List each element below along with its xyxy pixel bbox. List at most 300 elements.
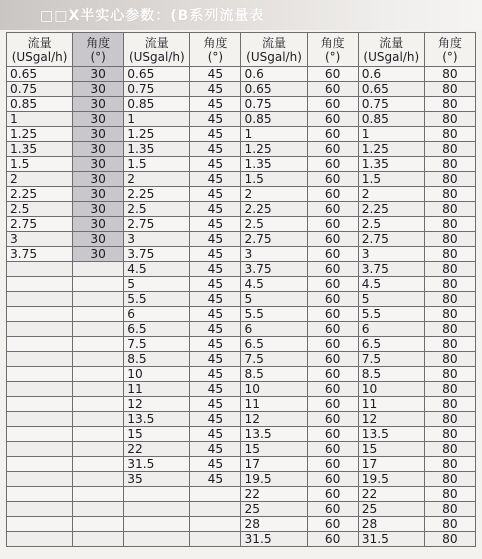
- flow-cell: 11: [124, 382, 190, 397]
- flow-cell: 6.5: [241, 337, 307, 352]
- flow-cell: 0.75: [358, 97, 424, 112]
- angle-cell: 60: [307, 127, 358, 142]
- angle-cell: 60: [307, 322, 358, 337]
- angle-cell: [73, 412, 124, 427]
- angle-cell: 45: [190, 157, 241, 172]
- flow-cell: 2: [7, 172, 73, 187]
- flow-cell: [7, 352, 73, 367]
- angle-cell: 45: [190, 367, 241, 382]
- flow-cell: 2: [124, 172, 190, 187]
- angle-cell: 80: [424, 427, 475, 442]
- flow-cell: 5.5: [358, 307, 424, 322]
- flow-cell: 1.35: [241, 157, 307, 172]
- angle-cell: 80: [424, 457, 475, 472]
- flow-cell: 0.6: [358, 67, 424, 82]
- angle-cell: 60: [307, 412, 358, 427]
- flow-cell: 5: [241, 292, 307, 307]
- flow-cell: [124, 502, 190, 517]
- table-row: [7, 127, 476, 142]
- angle-cell: 80: [424, 247, 475, 262]
- table-row: [7, 187, 476, 202]
- flow-cell: 5.5: [241, 307, 307, 322]
- flow-cell: 8.5: [124, 352, 190, 367]
- table-row: [7, 412, 476, 427]
- table-row: [7, 247, 476, 262]
- table-row: [7, 442, 476, 457]
- flow-cell: [7, 292, 73, 307]
- angle-cell: 30: [73, 97, 124, 112]
- table-row: [7, 97, 476, 112]
- flow-cell: 1.35: [358, 157, 424, 172]
- angle-cell: 45: [190, 412, 241, 427]
- flow-cell: 12: [124, 397, 190, 412]
- flow-cell: 6: [241, 322, 307, 337]
- table-row: [7, 457, 476, 472]
- angle-cell: 45: [190, 292, 241, 307]
- flow-cell: 11: [241, 397, 307, 412]
- angle-cell: [190, 487, 241, 502]
- flow-cell: 15: [241, 442, 307, 457]
- flow-cell: 2.75: [124, 217, 190, 232]
- angle-cell: [73, 397, 124, 412]
- table-row: [7, 112, 476, 127]
- angle-cell: 60: [307, 82, 358, 97]
- table-row: [7, 277, 476, 292]
- header-angle-1: 角度 (°): [73, 33, 124, 67]
- flow-cell: 8.5: [241, 367, 307, 382]
- flow-cell: 10: [241, 382, 307, 397]
- flow-cell: 0.85: [7, 97, 73, 112]
- angle-cell: [73, 307, 124, 322]
- angle-cell: 80: [424, 502, 475, 517]
- flow-cell: 2.25: [241, 202, 307, 217]
- angle-cell: 80: [424, 472, 475, 487]
- table-row: [7, 67, 476, 82]
- header-flow-4: 流量 (USgal/h): [358, 33, 424, 67]
- flow-cell: [7, 397, 73, 412]
- flow-cell: 1.35: [124, 142, 190, 157]
- flow-cell: [7, 367, 73, 382]
- angle-cell: 80: [424, 97, 475, 112]
- angle-cell: 45: [190, 127, 241, 142]
- flow-cell: 2.25: [358, 202, 424, 217]
- flow-cell: 1.25: [7, 127, 73, 142]
- angle-cell: 45: [190, 397, 241, 412]
- angle-cell: 45: [190, 307, 241, 322]
- flow-cell: 13.5: [358, 427, 424, 442]
- angle-cell: 45: [190, 337, 241, 352]
- flow-cell: 17: [241, 457, 307, 472]
- flow-cell: 13.5: [124, 412, 190, 427]
- flow-cell: 13.5: [241, 427, 307, 442]
- flow-cell: 2.5: [7, 202, 73, 217]
- angle-cell: 80: [424, 352, 475, 367]
- angle-cell: 60: [307, 232, 358, 247]
- angle-cell: 45: [190, 217, 241, 232]
- table-row: [7, 217, 476, 232]
- flow-cell: 4.5: [241, 277, 307, 292]
- flow-cell: 1.5: [7, 157, 73, 172]
- angle-cell: 45: [190, 322, 241, 337]
- flow-cell: [7, 532, 73, 547]
- header-row: [7, 33, 476, 67]
- flow-cell: 17: [358, 457, 424, 472]
- angle-cell: 30: [73, 142, 124, 157]
- flow-cell: 0.65: [7, 67, 73, 82]
- flow-cell: 1.5: [358, 172, 424, 187]
- angle-cell: 45: [190, 97, 241, 112]
- angle-cell: 80: [424, 67, 475, 82]
- flow-cell: 2.5: [241, 217, 307, 232]
- angle-cell: 80: [424, 442, 475, 457]
- angle-cell: 45: [190, 457, 241, 472]
- flow-cell: 15: [124, 427, 190, 442]
- flow-cell: 25: [358, 502, 424, 517]
- angle-cell: 60: [307, 352, 358, 367]
- flow-cell: 5: [358, 292, 424, 307]
- angle-cell: [73, 502, 124, 517]
- angle-cell: 60: [307, 112, 358, 127]
- flow-cell: 11: [358, 397, 424, 412]
- angle-cell: [73, 427, 124, 442]
- angle-cell: 60: [307, 157, 358, 172]
- angle-cell: 45: [190, 352, 241, 367]
- table-row: [7, 427, 476, 442]
- flow-cell: 0.75: [124, 82, 190, 97]
- flow-cell: 0.85: [358, 112, 424, 127]
- angle-cell: [73, 337, 124, 352]
- flow-cell: [7, 472, 73, 487]
- angle-cell: 80: [424, 112, 475, 127]
- flow-cell: 1.25: [358, 142, 424, 157]
- angle-cell: 30: [73, 157, 124, 172]
- title-bar: [0, 0, 482, 30]
- angle-cell: [73, 457, 124, 472]
- flow-rate-table: [6, 32, 476, 547]
- flow-cell: 0.65: [124, 67, 190, 82]
- table-row: [7, 232, 476, 247]
- angle-cell: 30: [73, 67, 124, 82]
- flow-cell: 12: [358, 412, 424, 427]
- angle-cell: [73, 472, 124, 487]
- flow-cell: 1.5: [124, 157, 190, 172]
- angle-cell: [73, 517, 124, 532]
- flow-cell: 2: [241, 187, 307, 202]
- flow-cell: 3: [358, 247, 424, 262]
- flow-cell: 4.5: [358, 277, 424, 292]
- angle-cell: 30: [73, 187, 124, 202]
- flow-cell: 2.75: [7, 217, 73, 232]
- angle-cell: 60: [307, 67, 358, 82]
- angle-cell: 80: [424, 142, 475, 157]
- flow-cell: 6.5: [358, 337, 424, 352]
- angle-cell: [73, 322, 124, 337]
- flow-cell: [124, 517, 190, 532]
- header-angle-3: 角度 (°): [307, 33, 358, 67]
- angle-cell: 45: [190, 277, 241, 292]
- angle-cell: 80: [424, 292, 475, 307]
- angle-cell: 80: [424, 487, 475, 502]
- angle-cell: 60: [307, 217, 358, 232]
- flow-cell: 22: [241, 487, 307, 502]
- flow-cell: 1: [358, 127, 424, 142]
- flow-cell: [7, 412, 73, 427]
- flow-cell: 6: [124, 307, 190, 322]
- flow-cell: 25: [241, 502, 307, 517]
- flow-cell: 28: [241, 517, 307, 532]
- table-row: [7, 472, 476, 487]
- flow-cell: 7.5: [241, 352, 307, 367]
- angle-cell: 60: [307, 337, 358, 352]
- angle-cell: 45: [190, 382, 241, 397]
- angle-cell: 80: [424, 157, 475, 172]
- angle-cell: 45: [190, 247, 241, 262]
- angle-cell: 30: [73, 202, 124, 217]
- flow-cell: [7, 382, 73, 397]
- angle-cell: 80: [424, 517, 475, 532]
- angle-cell: 60: [307, 487, 358, 502]
- angle-cell: 30: [73, 247, 124, 262]
- table-row: [7, 337, 476, 352]
- flow-cell: 5.5: [124, 292, 190, 307]
- angle-cell: 60: [307, 262, 358, 277]
- table-row: [7, 172, 476, 187]
- angle-cell: 60: [307, 247, 358, 262]
- angle-cell: 80: [424, 307, 475, 322]
- flow-cell: [7, 517, 73, 532]
- flow-cell: 0.75: [241, 97, 307, 112]
- angle-cell: 80: [424, 187, 475, 202]
- angle-cell: [190, 502, 241, 517]
- flow-cell: 6.5: [124, 322, 190, 337]
- flow-cell: 2.5: [124, 202, 190, 217]
- flow-cell: 2.25: [7, 187, 73, 202]
- flow-cell: [7, 442, 73, 457]
- table-row: [7, 382, 476, 397]
- flow-cell: 5: [124, 277, 190, 292]
- angle-cell: 45: [190, 82, 241, 97]
- angle-cell: 45: [190, 427, 241, 442]
- flow-cell: [7, 307, 73, 322]
- flow-cell: 31.5: [241, 532, 307, 547]
- angle-cell: 60: [307, 292, 358, 307]
- angle-cell: [73, 277, 124, 292]
- angle-cell: 60: [307, 277, 358, 292]
- table-row: [7, 487, 476, 502]
- angle-cell: 60: [307, 367, 358, 382]
- flow-cell: 12: [241, 412, 307, 427]
- angle-cell: 60: [307, 517, 358, 532]
- angle-cell: 80: [424, 262, 475, 277]
- header-angle-4: 角度 (°): [424, 33, 475, 67]
- table-row: [7, 202, 476, 217]
- table-row: [7, 262, 476, 277]
- angle-cell: 80: [424, 532, 475, 547]
- table-row: [7, 397, 476, 412]
- table-row: [7, 532, 476, 547]
- flow-cell: [124, 532, 190, 547]
- angle-cell: [73, 487, 124, 502]
- flow-cell: 1.35: [7, 142, 73, 157]
- flow-cell: 3: [124, 232, 190, 247]
- flow-cell: 0.65: [358, 82, 424, 97]
- flow-cell: 19.5: [358, 472, 424, 487]
- angle-cell: [73, 367, 124, 382]
- flow-cell: 4.5: [124, 262, 190, 277]
- flow-cell: [7, 487, 73, 502]
- flow-cell: [7, 427, 73, 442]
- flow-cell: 0.85: [241, 112, 307, 127]
- flow-cell: [7, 262, 73, 277]
- flow-cell: 19.5: [241, 472, 307, 487]
- flow-cell: 22: [358, 487, 424, 502]
- table-row: [7, 367, 476, 382]
- flow-cell: 1: [7, 112, 73, 127]
- angle-cell: 80: [424, 277, 475, 292]
- angle-cell: 80: [424, 82, 475, 97]
- header-flow-1: 流量 (USgal/h): [7, 33, 73, 67]
- angle-cell: 45: [190, 472, 241, 487]
- flow-cell: [7, 502, 73, 517]
- angle-cell: 30: [73, 172, 124, 187]
- angle-cell: 45: [190, 187, 241, 202]
- flow-cell: 1: [124, 112, 190, 127]
- flow-cell: 10: [358, 382, 424, 397]
- table-row: [7, 502, 476, 517]
- table-row: [7, 157, 476, 172]
- angle-cell: 60: [307, 202, 358, 217]
- flow-cell: 1: [241, 127, 307, 142]
- angle-cell: [190, 532, 241, 547]
- flow-cell: 7.5: [124, 337, 190, 352]
- table-row: [7, 322, 476, 337]
- flow-cell: 0.85: [124, 97, 190, 112]
- angle-cell: 45: [190, 112, 241, 127]
- angle-cell: 80: [424, 202, 475, 217]
- table-row: [7, 142, 476, 157]
- flow-cell: 22: [124, 442, 190, 457]
- angle-cell: 60: [307, 307, 358, 322]
- angle-cell: 30: [73, 127, 124, 142]
- flow-cell: 15: [358, 442, 424, 457]
- angle-cell: 60: [307, 397, 358, 412]
- angle-cell: 80: [424, 217, 475, 232]
- flow-cell: 0.6: [241, 67, 307, 82]
- flow-cell: 28: [358, 517, 424, 532]
- flow-cell: 1.25: [124, 127, 190, 142]
- angle-cell: 30: [73, 82, 124, 97]
- flow-cell: 31.5: [124, 457, 190, 472]
- header-flow-3: 流量 (USgal/h): [241, 33, 307, 67]
- header-flow-2: 流量 (USgal/h): [124, 33, 190, 67]
- flow-cell: 10: [124, 367, 190, 382]
- angle-cell: [73, 262, 124, 277]
- angle-cell: 60: [307, 172, 358, 187]
- flow-cell: 31.5: [358, 532, 424, 547]
- table-row: [7, 307, 476, 322]
- angle-cell: 60: [307, 502, 358, 517]
- table-row: [7, 352, 476, 367]
- flow-cell: 3.75: [358, 262, 424, 277]
- flow-cell: 1.25: [241, 142, 307, 157]
- angle-cell: 80: [424, 232, 475, 247]
- flow-cell: 1.5: [241, 172, 307, 187]
- flow-cell: [124, 487, 190, 502]
- flow-cell: [7, 457, 73, 472]
- angle-cell: 45: [190, 172, 241, 187]
- angle-cell: 60: [307, 457, 358, 472]
- table-title: □□X半实心参数：(B系列流量表: [40, 8, 265, 24]
- angle-cell: 80: [424, 367, 475, 382]
- flow-cell: [7, 277, 73, 292]
- flow-cell: 35: [124, 472, 190, 487]
- angle-cell: 80: [424, 322, 475, 337]
- angle-cell: 80: [424, 397, 475, 412]
- angle-cell: 60: [307, 427, 358, 442]
- angle-cell: 80: [424, 337, 475, 352]
- angle-cell: 30: [73, 217, 124, 232]
- table-row: [7, 292, 476, 307]
- flow-cell: 3: [7, 232, 73, 247]
- angle-cell: 60: [307, 532, 358, 547]
- flow-cell: 2.5: [358, 217, 424, 232]
- angle-cell: 30: [73, 112, 124, 127]
- flow-cell: 2.75: [241, 232, 307, 247]
- flow-cell: 2: [358, 187, 424, 202]
- table-body: [7, 67, 476, 547]
- flow-cell: 7.5: [358, 352, 424, 367]
- angle-cell: [73, 382, 124, 397]
- angle-cell: [73, 352, 124, 367]
- flow-cell: 0.65: [241, 82, 307, 97]
- angle-cell: 60: [307, 187, 358, 202]
- angle-cell: 45: [190, 202, 241, 217]
- angle-cell: 45: [190, 142, 241, 157]
- angle-cell: 45: [190, 262, 241, 277]
- flow-cell: 3.75: [241, 262, 307, 277]
- angle-cell: 60: [307, 142, 358, 157]
- flow-cell: 3.75: [124, 247, 190, 262]
- header-angle-2: 角度 (°): [190, 33, 241, 67]
- angle-cell: 60: [307, 442, 358, 457]
- flow-cell: [7, 322, 73, 337]
- angle-cell: 45: [190, 442, 241, 457]
- flow-cell: 2.75: [358, 232, 424, 247]
- angle-cell: [73, 532, 124, 547]
- flow-cell: 0.75: [7, 82, 73, 97]
- angle-cell: 60: [307, 382, 358, 397]
- angle-cell: 80: [424, 172, 475, 187]
- angle-cell: 45: [190, 67, 241, 82]
- angle-cell: 45: [190, 232, 241, 247]
- angle-cell: 80: [424, 127, 475, 142]
- angle-cell: 60: [307, 472, 358, 487]
- flow-cell: 3.75: [7, 247, 73, 262]
- angle-cell: 30: [73, 232, 124, 247]
- angle-cell: [73, 442, 124, 457]
- angle-cell: [73, 292, 124, 307]
- flow-cell: 6: [358, 322, 424, 337]
- table-row: [7, 517, 476, 532]
- flow-cell: [7, 337, 73, 352]
- flow-cell: 3: [241, 247, 307, 262]
- flow-cell: 8.5: [358, 367, 424, 382]
- angle-cell: 80: [424, 412, 475, 427]
- angle-cell: 60: [307, 97, 358, 112]
- angle-cell: 80: [424, 382, 475, 397]
- table-row: [7, 82, 476, 97]
- flow-cell: 2.25: [124, 187, 190, 202]
